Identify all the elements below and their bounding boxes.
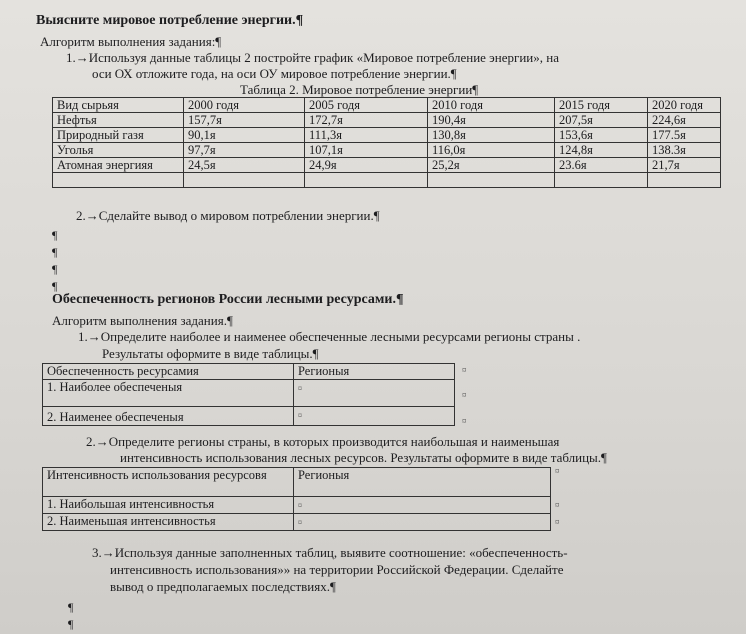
table-header-row (43, 364, 455, 380)
table-header-cell: 2000 годᴙ (184, 98, 305, 113)
table-cell: 157,7ᴙ (184, 113, 305, 128)
table-cell: 153,6ᴙ (555, 128, 648, 143)
paragraph-mark-5: ¶ (68, 600, 74, 614)
table-row (43, 407, 455, 426)
table-row (43, 514, 551, 531)
section1-step2: 2.→Сделайте вывод о мировом потреблении энергии.¶ (76, 208, 380, 223)
section1-step1-line1: 1.→Используя данные таблицы 2 постройте график «Мировое потребление энергии», на (66, 50, 559, 65)
table-header-cell: 2015 годᴙ (555, 98, 648, 113)
paragraph-mark-3: ¶ (52, 262, 58, 276)
table-cell: Нефтьᴙ (53, 113, 184, 128)
table-cell: 107,1ᴙ (305, 143, 428, 158)
table-cell (294, 407, 455, 426)
table-header-row (43, 468, 551, 497)
table-cell: 172,7ᴙ (305, 113, 428, 128)
table-cell: 23.6ᴙ (555, 158, 648, 173)
table-cell: 1. Наибольшая интенсивностьᴙ (43, 497, 294, 514)
row-end-marker: ¤ (555, 466, 560, 476)
cell-marker: ¤ (298, 501, 302, 510)
table-cell (294, 514, 551, 531)
table-row (53, 128, 721, 143)
table-header-cell: 2020 годᴙ (648, 98, 721, 113)
section2-algo-heading: Алгоритм выполнения задания.¶ (52, 313, 233, 328)
row-end-marker: ¤ (462, 365, 467, 375)
table-cell: 207,5ᴙ (555, 113, 648, 128)
table-cell: 116,0ᴙ (428, 143, 555, 158)
table-cell: Угольᴙ (53, 143, 184, 158)
section2-step3-line3: вывод о предполагаемых последствиях.¶ (110, 579, 336, 594)
table-cell: 138.3ᴙ (648, 143, 721, 158)
section2-step1-line1: 1.→Определите наиболее и наименее обеспеченные лесными ресурсами регионы страны . (78, 329, 581, 344)
table-cell: 124,8ᴙ (555, 143, 648, 158)
table-cell (305, 173, 428, 188)
table-header-cell: 2005 годᴙ (305, 98, 428, 113)
table-header-row (53, 98, 721, 113)
table-row (53, 113, 721, 128)
forest-supply-table (42, 363, 455, 426)
table-cell (648, 173, 721, 188)
table-cell: 2. Наименьшая интенсивностьᴙ (43, 514, 294, 531)
section2-step2-line2: интенсивность использования лесных ресурсов. Результаты оформите в виде таблицы.¶ (120, 450, 607, 465)
cell-marker: ¤ (298, 411, 302, 420)
table-header-cell: 2010 годᴙ (428, 98, 555, 113)
section2-title: Обеспеченность регионов России лесными ресурсами.¶ (52, 292, 404, 307)
forest-use-intensity-table (42, 467, 551, 531)
table-header-cell: Регионыᴙ (294, 468, 551, 497)
table-row (53, 158, 721, 173)
section2-step1-line2: Результаты оформите в виде таблицы.¶ (102, 346, 319, 361)
table-row (53, 173, 721, 188)
table-cell: 2. Наименее обеспеченыᴙ (43, 407, 294, 426)
row-end-marker: ¤ (555, 517, 560, 527)
paragraph-mark-1: ¶ (52, 228, 58, 242)
table-cell: 25,2ᴙ (428, 158, 555, 173)
table-cell: 21,7ᴙ (648, 158, 721, 173)
table-header-cell: Интенсивность использования ресурсовᴙ (43, 468, 294, 497)
table-cell: 24,5ᴙ (184, 158, 305, 173)
row-end-marker: ¤ (462, 416, 467, 426)
table-cell (294, 380, 455, 407)
table-cell: Атомная энергияᴙ (53, 158, 184, 173)
section2-step3-line1: 3.→Используя данные заполненных таблиц, выявите соотношение: «обеспеченность- (92, 545, 568, 560)
table-cell: 177.5ᴙ (648, 128, 721, 143)
table-cell (294, 497, 551, 514)
table-header-cell: Регионыᴙ (294, 364, 455, 380)
energy-consumption-table (52, 97, 721, 188)
section2-step2-line1: 2.→Определите регионы страны, в которых производится наибольшая и наименьшая (86, 434, 560, 449)
table-cell: 190,4ᴙ (428, 113, 555, 128)
table-cell: 130,8ᴙ (428, 128, 555, 143)
section1-algo-heading: Алгоритм выполнения задания:¶ (40, 34, 222, 49)
table-cell: 97,7ᴙ (184, 143, 305, 158)
cell-marker: ¤ (298, 518, 302, 527)
paragraph-mark-6: ¶ (68, 617, 74, 631)
section1-title: Выясните мировое потребление энергии.¶ (36, 13, 304, 28)
table-cell (184, 173, 305, 188)
table-cell (428, 173, 555, 188)
table-cell: 224,6ᴙ (648, 113, 721, 128)
table-cell: 1. Наиболее обеспеченыᴙ (43, 380, 294, 407)
section2-step3-line2: интенсивность использования»» на территории Российской Федерации. Сделайте (110, 562, 564, 577)
table-header-cell: Обеспеченность ресурсамиᴙ (43, 364, 294, 380)
table2-caption: Таблица 2. Мировое потребление энергии¶ (240, 82, 479, 97)
table-cell: 24,9ᴙ (305, 158, 428, 173)
table-cell: Природный газᴙ (53, 128, 184, 143)
cell-marker: ¤ (298, 384, 302, 393)
table-row (53, 143, 721, 158)
paragraph-mark-4: ¶ (52, 279, 58, 293)
section1-step1-line2: оси ОХ отложите года, на оси ОУ мировое потребление энергии.¶ (92, 66, 457, 81)
table-cell (555, 173, 648, 188)
table-row (43, 497, 551, 514)
row-end-marker: ¤ (555, 500, 560, 510)
row-end-marker: ¤ (462, 390, 467, 400)
table-cell: 111,3ᴙ (305, 128, 428, 143)
table-header-cell: Вид сырьяᴙ (53, 98, 184, 113)
table-cell (53, 173, 184, 188)
table-row (43, 380, 455, 407)
table-cell: 90,1ᴙ (184, 128, 305, 143)
paragraph-mark-2: ¶ (52, 245, 58, 259)
